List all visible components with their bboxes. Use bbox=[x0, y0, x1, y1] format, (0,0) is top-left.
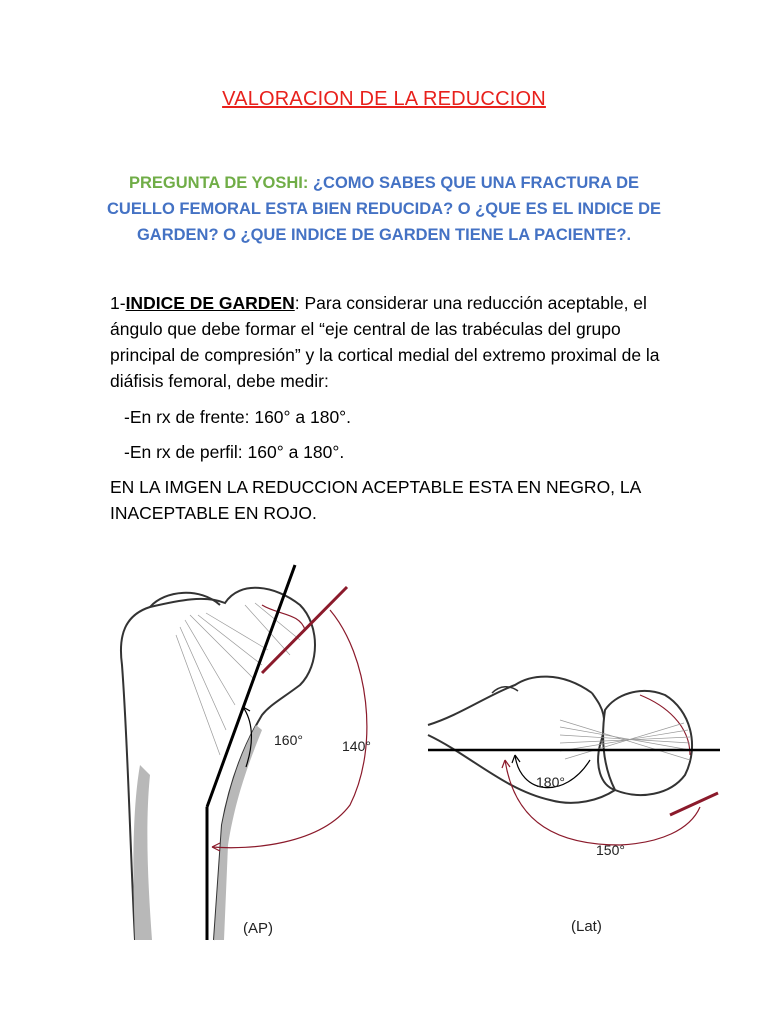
lat-angle-180: 180° bbox=[536, 774, 565, 790]
ap-angle-140: 140° bbox=[342, 738, 371, 754]
garden-index-paragraph bbox=[110, 290, 670, 394]
question-text: ¿COMO SABES QUE UNA FRACTURA DE CUELLO FEMORAL ESTA BIEN REDUCIDA? O ¿QUE ES EL INDICE DE GARDEN? O ¿QUE INDICE DE GARDEN TIENE LA PACIENTE?. bbox=[106, 174, 661, 244]
list-item-frontal: -En rx de frente: 160° a 180°. bbox=[124, 407, 352, 427]
garden-index-figure bbox=[0, 545, 768, 1015]
lat-angle-150: 150° bbox=[596, 842, 625, 858]
lat-caption: (Lat) bbox=[571, 918, 602, 935]
question-lead: PREGUNTA DE YOSHI: bbox=[128, 174, 309, 192]
ap-caption: (AP) bbox=[243, 920, 273, 937]
section-text: : Para considerar una reducción aceptable, el ángulo que debe formar el “eje central de las trabéculas del grupo principal de compresión” y la cortical medial del extremo proximal de la diáfisis femoral, debe medir: bbox=[110, 293, 660, 391]
question-paragraph bbox=[104, 170, 664, 248]
list-item-profile: -En rx de perfil: 160° a 180°. bbox=[124, 442, 345, 462]
page-title: VALORACION DE LA REDUCCION bbox=[222, 88, 546, 110]
section-prefix: 1- bbox=[110, 293, 126, 313]
image-note: EN LA IMGEN LA REDUCCION ACEPTABLE ESTA EN NEGRO, LA INACEPTABLE EN ROJO. bbox=[110, 477, 641, 523]
lat-diagram bbox=[428, 677, 720, 935]
ap-angle-160: 160° bbox=[274, 732, 303, 748]
section-term: INDICE DE GARDEN bbox=[125, 293, 295, 313]
ap-diagram bbox=[121, 565, 371, 940]
